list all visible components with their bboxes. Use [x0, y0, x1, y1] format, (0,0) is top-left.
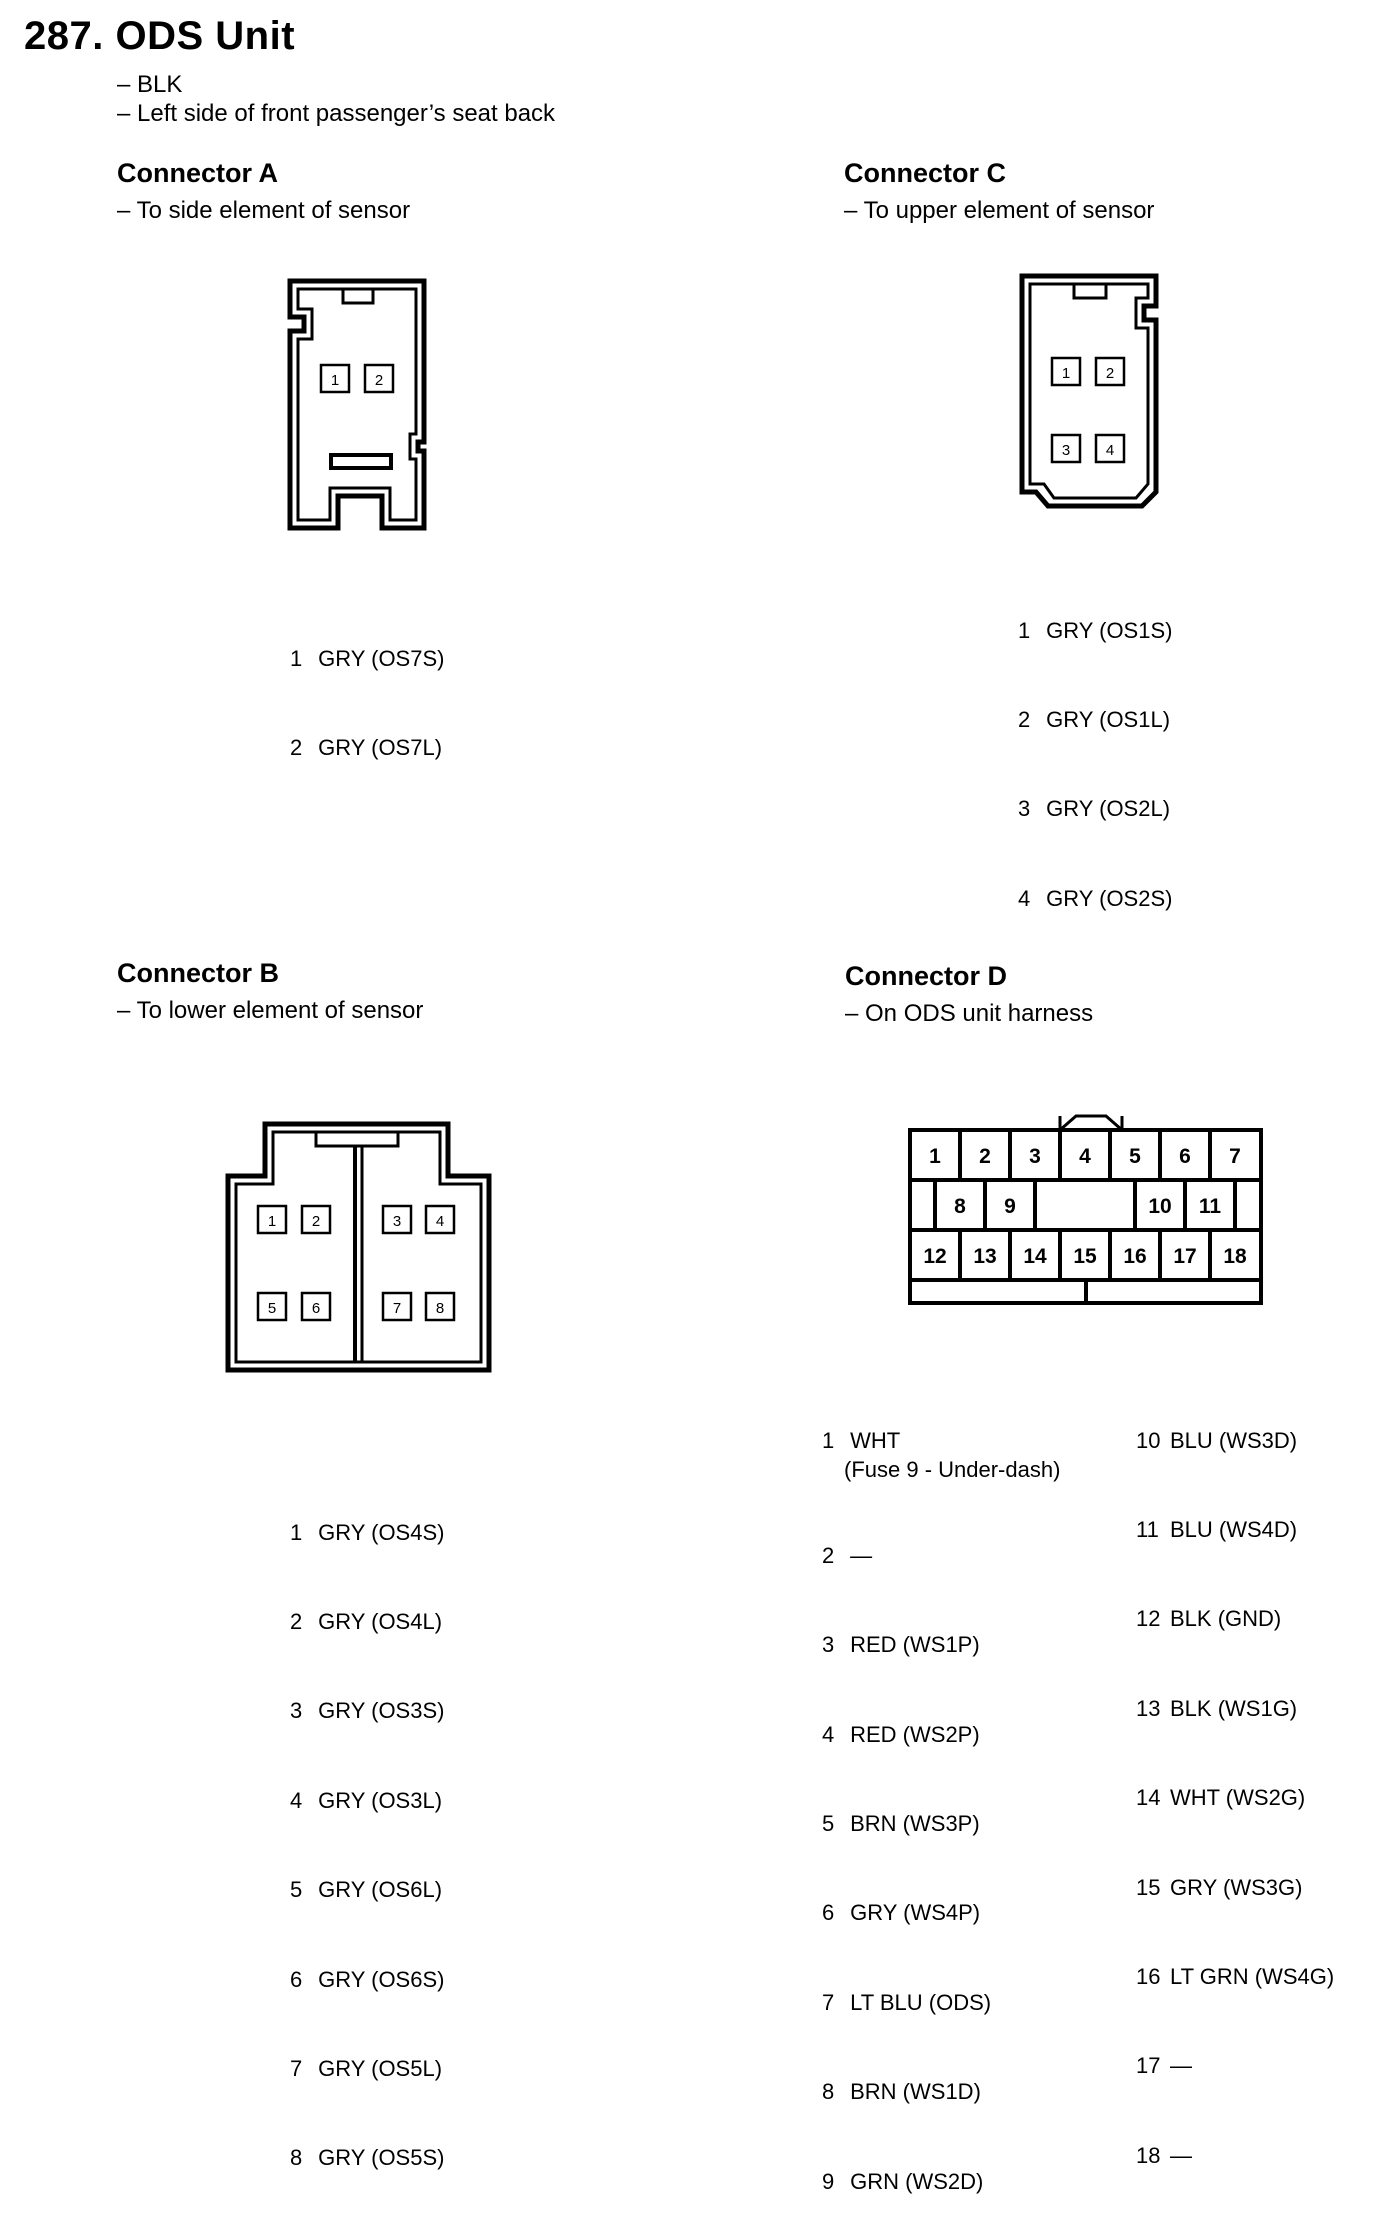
connector-d-heading: Connector D: [845, 961, 1007, 991]
location-note: – Left side of front passenger’s seat back: [117, 100, 556, 127]
svg-text:3: 3: [1061, 442, 1071, 459]
connector-a-pin-list: [290, 584, 444, 793]
connector-d-pin-list-right: [1136, 1366, 1334, 2200]
svg-text:3: 3: [392, 1213, 402, 1230]
connector-d-pin-9: 9: [1004, 1195, 1016, 1218]
pin-row: 10 BLU (WS3D): [1136, 1427, 1298, 1453]
pin-row: 15 GRY (WS3G): [1136, 1874, 1303, 1900]
pin-row: 14 WHT (WS2G): [1136, 1785, 1306, 1811]
connector-d-pin-6: 6: [1179, 1145, 1191, 1168]
svg-text:4: 4: [435, 1213, 445, 1230]
pin-row: 8 GRY (OS5S): [290, 2145, 445, 2171]
pin-row: 2 GRY (OS7L): [290, 734, 443, 760]
svg-text:7: 7: [392, 1300, 402, 1317]
connector-d-diagram: [900, 1110, 1270, 1316]
svg-text:1: 1: [1061, 365, 1071, 382]
connector-c-pin-2: [1096, 358, 1124, 385]
pin-row: 12 BLK (GND): [1136, 1606, 1282, 1632]
pin-row: 3 GRY (OS3S): [290, 1698, 445, 1724]
pin-row: 9 GRN (WS2D): [822, 2168, 984, 2194]
color-note: – BLK: [117, 71, 183, 98]
connector-d-pin-12: 12: [923, 1245, 947, 1268]
pin-row: 3 GRY (OS2L): [1018, 796, 1171, 822]
pin-row: 1 GRY (OS1S): [1018, 617, 1173, 643]
pin-row: 5 BRN (WS3P): [822, 1810, 980, 1836]
pin-row: 16 LT GRN (WS4G): [1136, 1963, 1335, 1989]
svg-text:1: 1: [267, 1213, 277, 1230]
connector-a-pin-1: [321, 365, 349, 392]
connector-b-pin-4: [426, 1206, 454, 1233]
connector-a-heading: Connector A: [117, 158, 278, 188]
pin-row: 6 GRY (OS6S): [290, 1966, 445, 1992]
connector-d-pin-2: 2: [979, 1145, 991, 1168]
connector-d-pin-11: 11: [1198, 1195, 1222, 1218]
connector-d-pin-14: 14: [1023, 1245, 1047, 1268]
connector-d-pin-7: 7: [1229, 1145, 1241, 1168]
pin-row: 2 GRY (OS4L): [290, 1608, 443, 1634]
connector-b-pin-8: [426, 1293, 454, 1320]
connector-a-diagram: [280, 275, 440, 535]
connector-d-pin-4: 4: [1079, 1145, 1091, 1168]
pin-row: 2 —: [822, 1542, 873, 1568]
page-title: 287. ODS Unit: [24, 14, 296, 58]
pin-row: 4 GRY (OS3L): [290, 1787, 443, 1813]
connector-d-pin-8: 8: [954, 1195, 966, 1218]
pin-row: 18 —: [1136, 2142, 1192, 2168]
connector-d-pin-17: 17: [1173, 1245, 1197, 1268]
pin-row: 1 GRY (OS7S): [290, 645, 445, 671]
connector-b-pin-3: [383, 1206, 411, 1233]
svg-text:4: 4: [1105, 442, 1115, 459]
connector-a-pin-2: [365, 365, 393, 392]
connector-c-heading: Connector C: [844, 158, 1006, 188]
connector-d-location: – On ODS unit harness: [845, 1000, 1094, 1027]
connector-c-diagram: [1010, 270, 1170, 530]
connector-b-pin-2: [302, 1206, 330, 1233]
connector-c-pin-1: [1052, 358, 1080, 385]
connector-d-pin-list-left: [822, 1366, 1060, 2226]
pin-row: 7 GRY (OS5L): [290, 2055, 443, 2081]
connector-d-pin-13: 13: [973, 1245, 997, 1268]
pin-note: (Fuse 9 - Under-dash): [844, 1457, 1061, 1483]
connector-c-pin-3: [1052, 435, 1080, 462]
pin-row: 13 BLK (WS1G): [1136, 1695, 1298, 1721]
connector-d-pin-15: 15: [1073, 1245, 1097, 1268]
pin-row: 7 LT BLU (ODS): [822, 1989, 992, 2015]
connector-d-pin-16: 16: [1123, 1245, 1147, 1268]
pin-row: 6 GRY (WS4P): [822, 1900, 981, 1926]
connector-d-pin-10: 10: [1148, 1195, 1172, 1218]
connector-c-pin-list: [1018, 556, 1172, 943]
connector-b-pin-6: [302, 1293, 330, 1320]
connector-b-pin-list: [290, 1458, 444, 2203]
connector-d-pin-18: 18: [1223, 1245, 1247, 1268]
pin-row: 4 GRY (OS2S): [1018, 885, 1173, 911]
svg-text:8: 8: [435, 1300, 445, 1317]
pin-row: 8 BRN (WS1D): [822, 2079, 981, 2105]
connector-b-location: – To lower element of sensor: [117, 997, 424, 1024]
svg-text:2: 2: [1105, 365, 1115, 382]
svg-text:2: 2: [311, 1213, 321, 1230]
pin-row: 1 GRY (OS4S): [290, 1519, 445, 1545]
pin-row: 5 GRY (OS6L): [290, 1877, 443, 1903]
connector-b-pin-7: [383, 1293, 411, 1320]
connector-c-pin-4: [1096, 435, 1124, 462]
connector-a-location: – To side element of sensor: [117, 197, 411, 224]
pin-row: 11 BLU (WS4D): [1136, 1516, 1298, 1542]
connector-b-diagram: [220, 1120, 500, 1380]
pin-row: 3 RED (WS1P): [822, 1632, 980, 1658]
connector-d-pin-1: 1: [929, 1145, 941, 1168]
connector-b-pin-5: [258, 1293, 286, 1320]
svg-text:6: 6: [311, 1300, 321, 1317]
connector-d-pin-5: 5: [1129, 1145, 1141, 1168]
connector-b-heading: Connector B: [117, 958, 279, 988]
pin-row: 4 RED (WS2P): [822, 1721, 980, 1747]
pin-row: 2 GRY (OS1L): [1018, 706, 1171, 732]
svg-text:5: 5: [267, 1300, 277, 1317]
connector-b-pin-1: [258, 1206, 286, 1233]
connector-c-location: – To upper element of sensor: [844, 197, 1155, 224]
svg-text:2: 2: [374, 372, 384, 389]
connector-d-pin-3: 3: [1029, 1145, 1041, 1168]
pin-row: 1 WHT (Fuse 9 - Under-dash): [822, 1426, 1060, 1486]
svg-text:1: 1: [330, 372, 340, 389]
pin-row: 17 —: [1136, 2053, 1192, 2079]
